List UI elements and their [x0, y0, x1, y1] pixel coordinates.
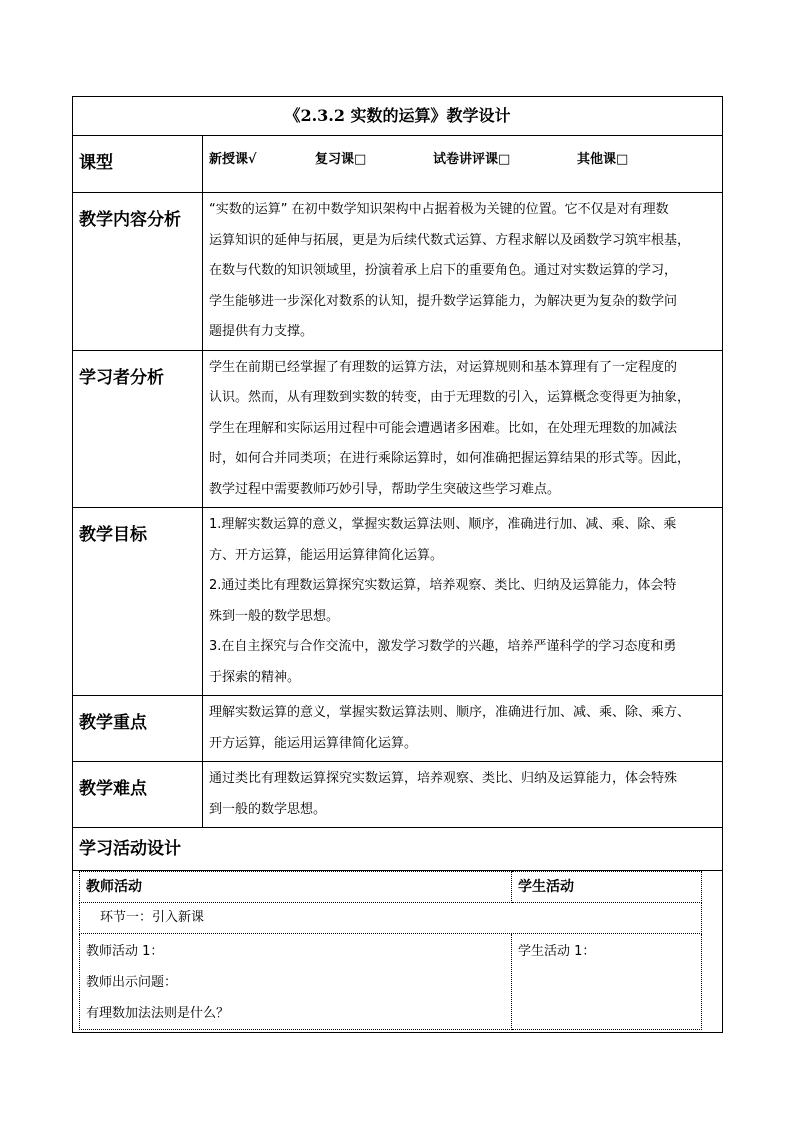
- content-line: 认识。然而，从有理数到实数的转变，由于无理数的引入，运算概念变得更为抽象，: [209, 390, 691, 405]
- content-line: 通过类比有理数运算探究实数运算，培养观察、类比、归纳及运算能力，体会特殊: [209, 771, 678, 786]
- content-line: “实数的运算” 在初中数学知识架构中占据着极为关键的位置。它不仅是对有理数: [209, 202, 669, 217]
- row-content: [203, 762, 723, 828]
- content-line: 学生能够进一步深化对数系的认知，提升数学运算能力，为解决更为复杂的数学问: [209, 293, 678, 309]
- content-line: 3.在自主探究与合作交流中，激发学习数学的兴趣，培养严谨科学的学习态度和勇: [209, 639, 677, 654]
- row-content: [203, 350, 723, 508]
- option-review-lesson: 复习课□: [315, 152, 367, 167]
- activity-line: 有理数加法法则是什么？: [86, 1006, 230, 1021]
- lesson-plan-document: [72, 96, 722, 1033]
- activity-table: [79, 871, 702, 1030]
- teaching-key-points-row: [73, 696, 723, 762]
- teacher-activity-header: 教师活动: [80, 872, 512, 903]
- row-label: 教学内容分析: [73, 193, 203, 351]
- content-line: 题提供有力支撑。: [209, 324, 314, 339]
- content-line: 运算知识的延伸与拓展，更是为后续代数式运算、方程求解以及函数学习筑牢根基，: [209, 232, 691, 248]
- option-exam-review-lesson: 试卷讲评课□: [433, 152, 511, 167]
- learner-analysis-row: [73, 350, 723, 508]
- row-label: 学习者分析: [73, 350, 203, 508]
- content-analysis-row: [73, 193, 723, 351]
- row-label: 教学重点: [73, 696, 203, 762]
- stage-title: 环节一：引入新课: [80, 903, 702, 934]
- content-line: 殊到一般的数学思想。: [209, 608, 340, 624]
- content-line: 在数与代数的知识领域里，扮演着承上启下的重要角色。通过对实数运算的学习，: [209, 263, 678, 278]
- content-line: 方、开方运算，能运用运算律简化运算。: [209, 547, 444, 563]
- content-line: 理解实数运算的意义，掌握实数运算法则、顺序，准确进行加、减、乘、除、乘方、: [209, 705, 691, 720]
- document-title: 《2.3.2 实数的运算》教学设计: [73, 97, 723, 136]
- content-line: 于探索的精神。: [209, 669, 301, 685]
- teacher-activity-content: [80, 934, 512, 1030]
- row-label: 教学难点: [73, 762, 203, 828]
- student-activity-header: 学生活动: [512, 872, 702, 903]
- activity-line: 学生活动 1：: [518, 944, 596, 959]
- row-label: 教学目标: [73, 508, 203, 696]
- option-other-lesson: 其他课□: [577, 152, 629, 167]
- teaching-objectives-row: [73, 508, 723, 696]
- student-activity-content: [512, 934, 702, 1030]
- content-line: 时，如何合并同类项；在进行乘除运算时，如何准确把握运算结果的形式等。因此，: [209, 451, 691, 466]
- activity-section: [73, 871, 723, 1033]
- activity-line: 教师出示问题：: [86, 975, 178, 990]
- content-line: 教学过程中需要教师巧妙引导，帮助学生突破这些学习难点。: [209, 481, 561, 497]
- content-line: 1.理解实数运算的意义，掌握实数运算法则、顺序，准确进行加、减、乘、除、乘: [209, 517, 677, 532]
- row-content: [203, 696, 723, 762]
- teaching-difficulties-row: [73, 762, 723, 828]
- option-new-lesson: 新授课√: [209, 152, 257, 167]
- activity-section-title: 学习活动设计: [73, 828, 723, 871]
- activity-line: 教师活动 1：: [86, 944, 164, 959]
- course-type-options: [203, 136, 723, 193]
- content-line: 到一般的数学思想。: [209, 801, 327, 817]
- content-line: 学生在理解和实际运用过程中可能会遭遇诸多困难。比如，在处理无理数的加减法: [209, 420, 678, 436]
- course-type-label: 课型: [73, 136, 203, 193]
- content-line: 2.通过类比有理数运算探究实数运算，培养观察、类比、归纳及运算能力，体会特: [209, 578, 677, 593]
- row-content: [203, 193, 723, 351]
- content-line: 开方运算，能运用运算律简化运算。: [209, 735, 418, 751]
- content-line: 学生在前期已经掌握了有理数的运算方法，对运算规则和基本算理有了一定程度的: [209, 359, 678, 375]
- row-content: [203, 508, 723, 696]
- lesson-plan-table: [72, 96, 723, 1033]
